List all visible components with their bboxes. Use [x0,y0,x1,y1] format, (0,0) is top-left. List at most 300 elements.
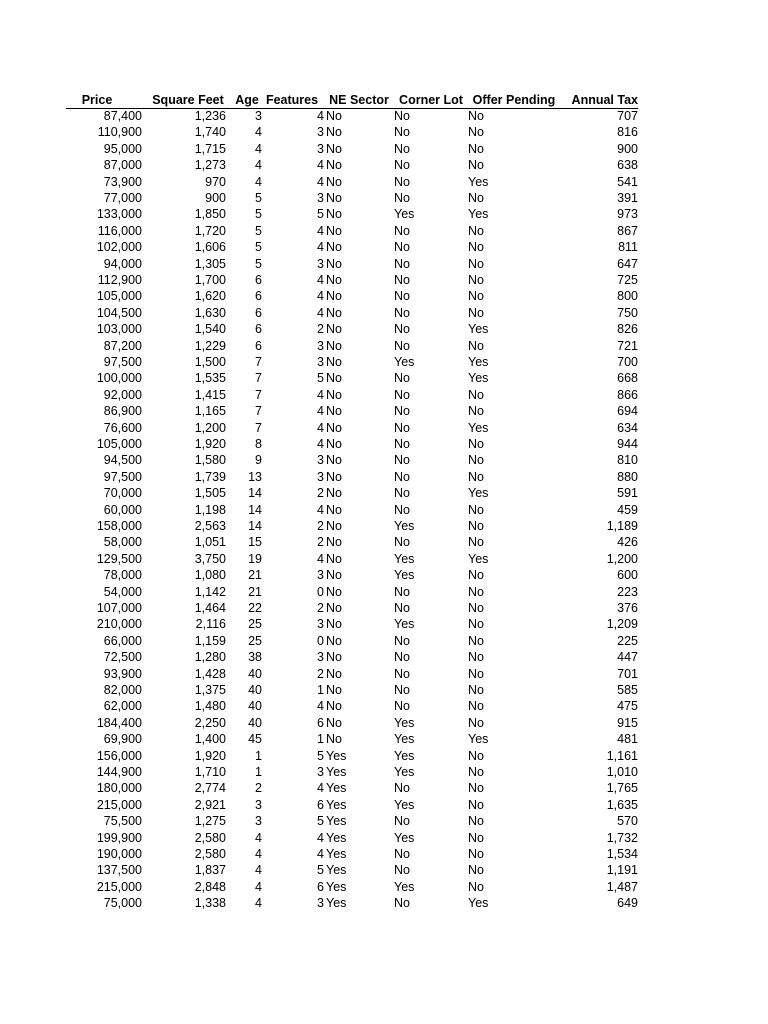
table-row [0,846,768,862]
cell-price: 158,000 [96,519,142,533]
table-row [0,436,768,452]
cell-offer-pending: Yes [468,551,489,566]
cell-corner-lot: No [394,371,410,386]
cell-corner-lot: No [394,158,410,173]
cell-features: 4 [317,404,324,419]
cell-offer-pending: No [468,223,484,238]
table-row [0,387,768,403]
cell-ne-sector: No [326,666,342,681]
cell-offer-pending: No [468,568,484,583]
cell-ne-sector: No [326,191,342,205]
table-row [0,748,768,764]
cell-annual-tax: 826 [617,322,638,337]
header-annual-tax: Annual Tax [571,93,638,107]
table-row [0,551,768,567]
cell-price: 94,000 [103,256,142,271]
cell-square-feet: 1,630 [194,305,226,320]
cell-square-feet: 1,080 [194,568,226,583]
cell-corner-lot: Yes [394,715,415,730]
table-row [0,731,768,747]
cell-ne-sector: No [326,322,342,337]
cell-annual-tax: 376 [617,601,638,615]
cell-price: 95,000 [103,141,142,156]
cell-age: 3 [255,814,262,829]
cell-offer-pending: No [468,748,484,763]
cell-price: 112,900 [97,273,142,287]
table-row [0,321,768,337]
cell-corner-lot: No [394,289,410,304]
cell-corner-lot: No [394,256,410,271]
cell-corner-lot: Yes [394,355,415,369]
cell-corner-lot: Yes [394,568,415,583]
cell-annual-tax: 800 [617,289,638,304]
cell-age: 40 [248,699,262,714]
cell-features: 3 [317,125,324,140]
cell-age: 40 [248,715,262,730]
cell-offer-pending: No [468,683,484,697]
cell-price: 82,000 [103,683,142,697]
cell-age: 6 [255,305,262,320]
cell-offer-pending: No [468,666,484,681]
cell-offer-pending: No [468,256,484,271]
cell-annual-tax: 811 [618,240,638,255]
cell-square-feet: 1,415 [194,387,226,402]
cell-annual-tax: 915 [617,715,638,730]
cell-features: 0 [317,584,324,599]
cell-ne-sector: No [326,109,342,123]
table-row [0,223,768,239]
cell-annual-tax: 1,161 [606,748,638,763]
cell-features: 2 [317,666,324,681]
cell-features: 6 [317,715,324,730]
cell-features: 5 [317,814,324,829]
table-row [0,502,768,518]
cell-ne-sector: No [326,469,342,484]
cell-features: 4 [317,174,324,189]
cell-square-feet: 1,375 [194,683,226,697]
cell-offer-pending: No [468,830,484,845]
cell-features: 3 [317,896,324,911]
cell-price: 86,900 [103,404,142,419]
table-row [0,698,768,714]
cell-price: 72,500 [103,650,142,665]
cell-offer-pending: No [468,863,484,878]
header-features: Features [265,93,319,107]
table-row [0,370,768,386]
table-row [0,354,768,370]
cell-ne-sector: No [326,289,342,304]
cell-corner-lot: No [394,109,410,123]
cell-corner-lot: Yes [394,748,415,763]
cell-price: 78,000 [103,568,142,583]
cell-ne-sector: No [326,683,342,697]
cell-ne-sector: Yes [326,896,347,911]
cell-features: 3 [317,191,324,205]
cell-offer-pending: No [468,273,484,287]
cell-corner-lot: No [394,666,410,681]
table-row [0,797,768,813]
cell-features: 3 [317,765,324,779]
cell-features: 1 [317,732,324,747]
cell-corner-lot: No [394,191,410,205]
cell-corner-lot: No [394,650,410,665]
cell-age: 25 [248,617,262,632]
cell-age: 4 [255,174,262,189]
cell-ne-sector: No [326,453,342,468]
cell-ne-sector: Yes [326,847,347,861]
cell-square-feet: 2,848 [194,879,226,894]
cell-corner-lot: No [394,601,410,615]
cell-price: 87,000 [103,158,142,173]
cell-offer-pending: No [468,601,484,615]
cell-ne-sector: No [326,141,342,156]
cell-price: 87,400 [103,109,142,123]
cell-square-feet: 1,837 [194,863,226,878]
cell-ne-sector: Yes [326,765,347,779]
cell-annual-tax: 701 [617,666,638,681]
cell-offer-pending: No [468,617,484,632]
cell-square-feet: 1,715 [194,141,226,156]
cell-ne-sector: No [326,502,342,517]
cell-annual-tax: 391 [617,191,638,205]
cell-age: 4 [255,830,262,845]
cell-annual-tax: 459 [617,502,638,517]
cell-square-feet: 1,142 [194,584,226,599]
cell-offer-pending: Yes [468,371,489,386]
cell-price: 105,000 [96,289,142,304]
cell-ne-sector: No [326,404,342,419]
table-row [0,879,768,895]
cell-price: 75,500 [103,814,142,829]
cell-square-feet: 900 [205,191,226,205]
header-ne-sector: NE Sector [329,93,389,107]
cell-corner-lot: No [394,863,410,878]
cell-square-feet: 970 [205,174,226,189]
table-row [0,141,768,157]
cell-features: 2 [317,322,324,337]
cell-annual-tax: 600 [617,568,638,583]
table-row [0,830,768,846]
cell-corner-lot: No [394,584,410,599]
cell-ne-sector: No [326,535,342,550]
cell-ne-sector: No [326,273,342,287]
cell-age: 4 [255,896,262,911]
cell-corner-lot: No [394,453,410,468]
table-row [0,649,768,665]
cell-age: 7 [255,371,262,386]
cell-annual-tax: 1,534 [606,847,638,861]
cell-corner-lot: Yes [394,519,415,533]
cell-age: 21 [248,568,262,583]
cell-offer-pending: No [468,158,484,173]
cell-annual-tax: 900 [617,141,638,156]
cell-age: 1 [255,765,262,779]
cell-ne-sector: Yes [326,830,347,845]
cell-price: 62,000 [103,699,142,714]
cell-age: 1 [255,748,262,763]
cell-price: 199,900 [96,830,142,845]
cell-ne-sector: No [326,256,342,271]
cell-price: 116,000 [97,223,142,238]
cell-price: 190,000 [96,847,142,861]
cell-features: 3 [317,453,324,468]
cell-annual-tax: 647 [617,256,638,271]
cell-age: 9 [255,453,262,468]
cell-square-feet: 1,198 [194,502,226,517]
cell-corner-lot: No [394,223,410,238]
cell-price: 73,900 [103,174,142,189]
cell-offer-pending: No [468,879,484,894]
cell-square-feet: 1,400 [194,732,226,747]
cell-corner-lot: No [394,387,410,402]
cell-price: 69,900 [103,732,142,747]
cell-ne-sector: No [326,486,342,501]
cell-age: 14 [248,519,262,533]
table-row [0,190,768,206]
cell-price: 184,400 [96,715,142,730]
cell-price: 60,000 [103,502,142,517]
cell-annual-tax: 944 [617,437,638,451]
cell-square-feet: 1,710 [194,765,226,779]
cell-square-feet: 1,275 [194,814,226,829]
cell-corner-lot: No [394,240,410,255]
table-row [0,469,768,485]
cell-offer-pending: No [468,191,484,205]
cell-square-feet: 2,921 [194,797,226,812]
cell-square-feet: 3,750 [194,551,226,566]
cell-square-feet: 1,165 [194,404,226,419]
cell-square-feet: 1,580 [194,453,226,468]
cell-ne-sector: No [326,125,342,140]
cell-offer-pending: No [468,814,484,829]
cell-ne-sector: Yes [326,748,347,763]
header-corner-lot: Corner Lot [399,93,463,107]
cell-ne-sector: No [326,437,342,451]
cell-corner-lot: Yes [394,551,415,566]
cell-ne-sector: No [326,650,342,665]
cell-annual-tax: 1,200 [606,551,638,566]
cell-annual-tax: 225 [617,633,638,648]
cell-square-feet: 1,540 [194,322,226,337]
cell-square-feet: 2,116 [195,617,226,632]
cell-corner-lot: No [394,535,410,550]
cell-offer-pending: Yes [468,174,489,189]
cell-ne-sector: No [326,305,342,320]
cell-ne-sector: No [326,207,342,222]
cell-features: 2 [317,601,324,615]
cell-price: 110,900 [97,125,142,140]
cell-ne-sector: No [326,355,342,369]
cell-features: 4 [317,223,324,238]
cell-corner-lot: No [394,486,410,501]
cell-age: 7 [255,420,262,435]
table-row [0,452,768,468]
cell-annual-tax: 973 [617,207,638,222]
cell-annual-tax: 668 [617,371,638,386]
cell-features: 5 [317,748,324,763]
cell-price: 105,000 [96,437,142,451]
cell-offer-pending: No [468,141,484,156]
cell-square-feet: 1,606 [194,240,226,255]
cell-features: 4 [317,109,324,123]
table-row [0,174,768,190]
cell-corner-lot: No [394,125,410,140]
cell-age: 25 [248,633,262,648]
cell-features: 4 [317,420,324,435]
table-row [0,895,768,911]
cell-age: 45 [248,732,262,747]
cell-price: 94,500 [103,453,142,468]
cell-offer-pending: No [468,535,484,550]
cell-offer-pending: No [468,289,484,304]
cell-age: 4 [255,879,262,894]
cell-age: 40 [248,683,262,697]
cell-annual-tax: 1,635 [606,797,638,812]
cell-square-feet: 1,051 [194,535,226,550]
cell-age: 15 [248,535,262,550]
cell-age: 6 [255,338,262,353]
cell-price: 76,600 [103,420,142,435]
cell-age: 4 [255,125,262,140]
cell-annual-tax: 816 [617,125,638,140]
cell-square-feet: 1,700 [194,273,226,287]
cell-square-feet: 1,338 [194,896,226,911]
cell-square-feet: 1,273 [194,158,226,173]
cell-price: 129,500 [96,551,142,566]
cell-offer-pending: No [468,305,484,320]
cell-price: 66,000 [103,633,142,648]
cell-offer-pending: No [468,847,484,861]
cell-corner-lot: No [394,273,410,287]
cell-age: 6 [255,289,262,304]
cell-annual-tax: 810 [617,453,638,468]
cell-features: 3 [317,338,324,353]
table-row [0,305,768,321]
cell-features: 4 [317,289,324,304]
table-row [0,420,768,436]
table-row [0,567,768,583]
cell-corner-lot: No [394,141,410,156]
cell-corner-lot: No [394,699,410,714]
table-row [0,715,768,731]
cell-offer-pending: Yes [468,896,489,911]
cell-price: 93,900 [103,666,142,681]
cell-features: 5 [317,207,324,222]
cell-offer-pending: No [468,469,484,484]
cell-ne-sector: No [326,338,342,353]
cell-square-feet: 1,850 [194,207,226,222]
cell-corner-lot: No [394,781,410,796]
cell-annual-tax: 634 [617,420,638,435]
cell-annual-tax: 541 [617,174,638,189]
cell-annual-tax: 867 [617,223,638,238]
cell-square-feet: 1,159 [194,633,226,648]
cell-age: 4 [255,863,262,878]
table-row [0,600,768,616]
cell-offer-pending: No [468,765,484,779]
header-square-feet: Square Feet [152,93,224,107]
cell-price: 156,000 [96,748,142,763]
cell-annual-tax: 880 [617,469,638,484]
cell-features: 4 [317,158,324,173]
cell-ne-sector: Yes [326,781,347,796]
cell-square-feet: 2,774 [194,781,226,796]
cell-age: 7 [255,404,262,419]
cell-age: 14 [248,502,262,517]
table-row [0,633,768,649]
cell-corner-lot: Yes [394,207,415,222]
cell-offer-pending: No [468,519,484,533]
cell-features: 4 [317,781,324,796]
table-row [0,239,768,255]
cell-annual-tax: 585 [617,683,638,697]
cell-square-feet: 1,480 [194,699,226,714]
cell-age: 4 [255,158,262,173]
cell-price: 100,000 [96,371,142,386]
cell-offer-pending: No [468,781,484,796]
cell-features: 4 [317,502,324,517]
cell-square-feet: 1,229 [194,338,226,353]
table-row [0,534,768,550]
table-row [0,518,768,534]
cell-ne-sector: No [326,732,342,747]
cell-price: 87,200 [103,338,142,353]
cell-price: 107,000 [96,601,142,615]
cell-price: 104,500 [96,305,142,320]
cell-age: 21 [248,584,262,599]
cell-features: 2 [317,519,324,533]
cell-age: 13 [248,469,262,484]
cell-corner-lot: No [394,847,410,861]
cell-annual-tax: 475 [617,699,638,714]
cell-square-feet: 1,305 [194,256,226,271]
cell-offer-pending: No [468,715,484,730]
cell-offer-pending: Yes [468,207,489,222]
cell-price: 97,500 [103,469,142,484]
cell-square-feet: 1,236 [194,109,226,123]
header-offer-pending: Offer Pending [472,93,556,107]
cell-square-feet: 1,920 [194,437,226,451]
cell-offer-pending: No [468,240,484,255]
cell-corner-lot: No [394,420,410,435]
cell-features: 4 [317,387,324,402]
cell-features: 4 [317,699,324,714]
cell-features: 4 [317,305,324,320]
cell-ne-sector: Yes [326,879,347,894]
cell-age: 40 [248,666,262,681]
cell-price: 180,000 [96,781,142,796]
cell-price: 75,000 [103,896,142,911]
cell-corner-lot: No [394,683,410,697]
cell-corner-lot: No [394,174,410,189]
cell-ne-sector: No [326,158,342,173]
cell-annual-tax: 481 [617,732,638,747]
cell-age: 14 [248,486,262,501]
cell-age: 3 [255,797,262,812]
cell-ne-sector: No [326,633,342,648]
cell-features: 6 [317,797,324,812]
cell-offer-pending: No [468,338,484,353]
cell-square-feet: 1,505 [194,486,226,501]
table-row [0,862,768,878]
cell-age: 2 [255,781,262,796]
cell-square-feet: 2,563 [194,519,226,533]
cell-ne-sector: No [326,601,342,615]
table-row [0,256,768,272]
cell-offer-pending: No [468,387,484,402]
cell-annual-tax: 725 [617,273,638,287]
header-age: Age [235,93,259,107]
